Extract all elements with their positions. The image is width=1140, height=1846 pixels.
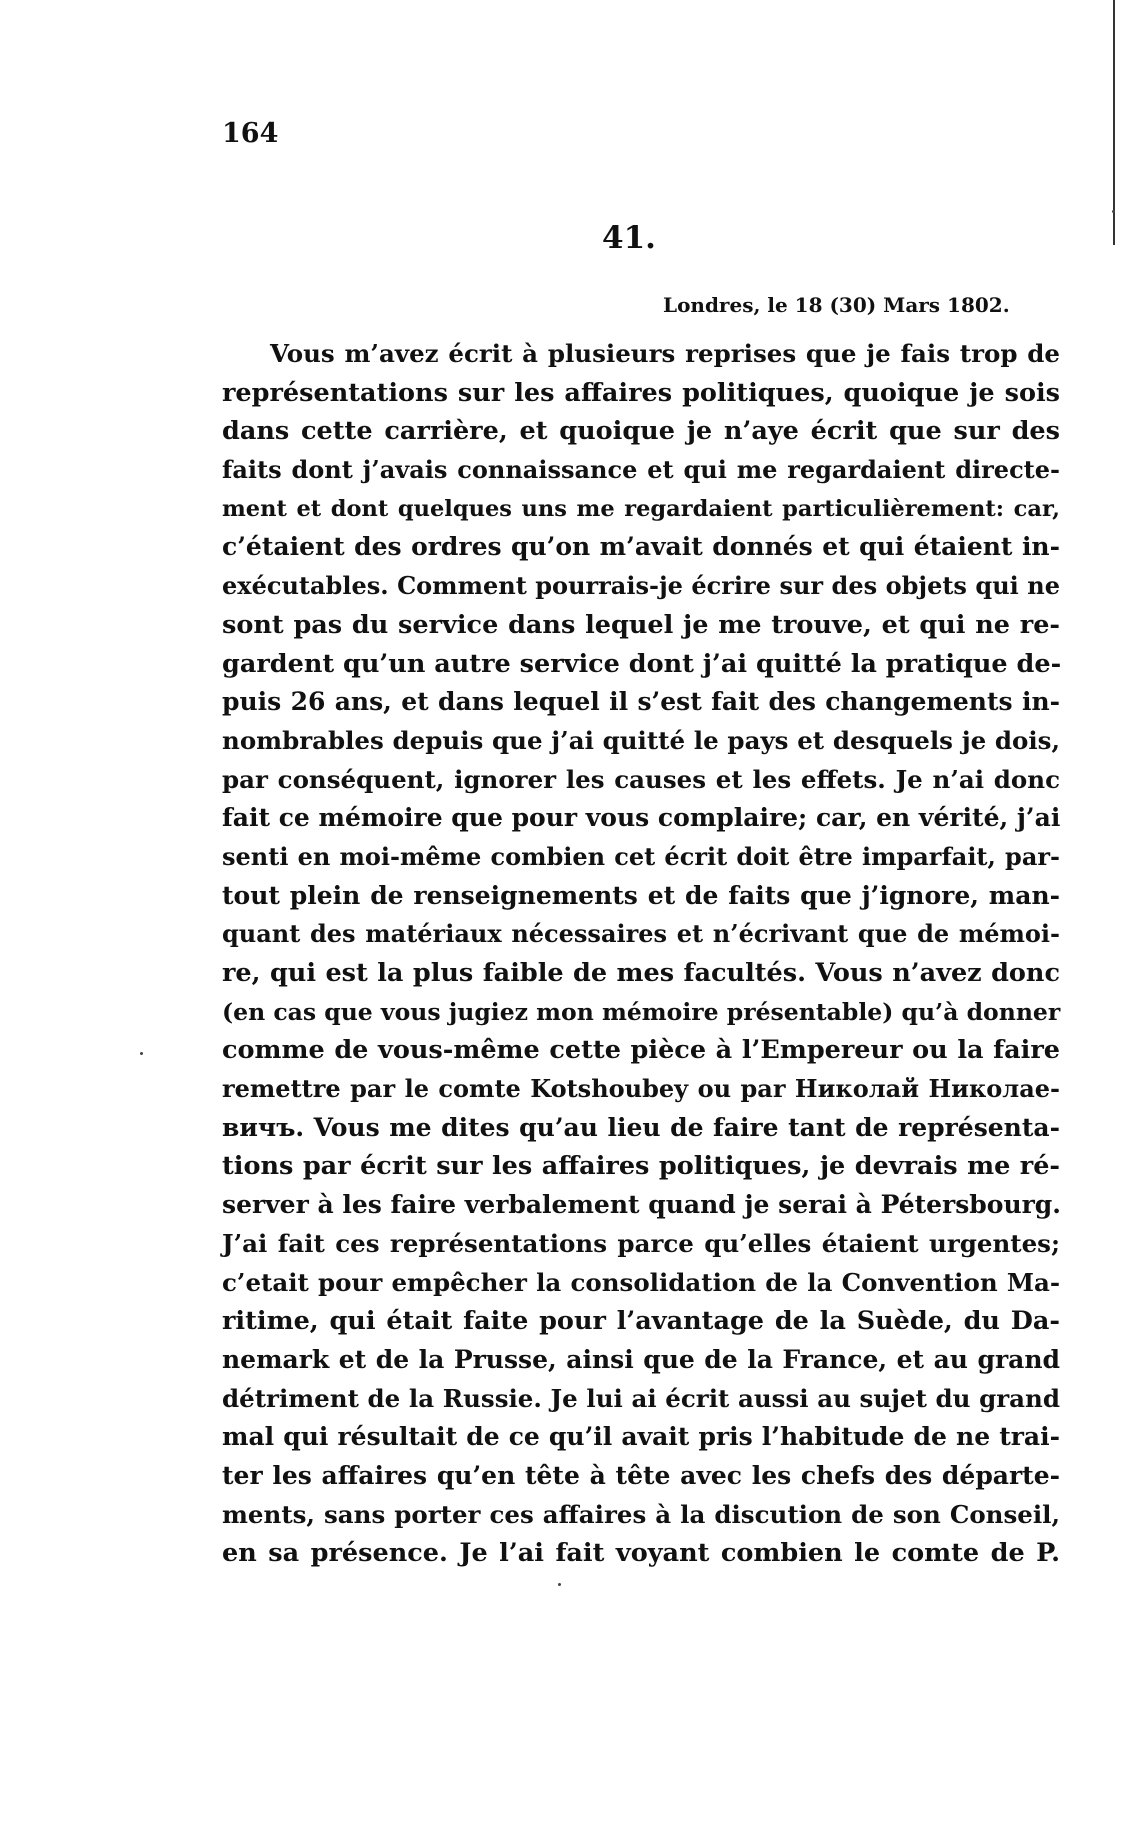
text-line: fait ce mémoire que pour vous complaire; car, en vérité, j’ai — [222, 803, 1061, 833]
text-line: вичъ. Vous me dites qu’au lieu de faire tant de représenta- — [222, 1112, 1060, 1142]
text-line: quant des matériaux nécessaires et n’écrivant que de mémoi- — [222, 919, 1060, 949]
text-line: remettre par le comte Kotshoubey ou par Николай Николае- — [222, 1074, 1060, 1104]
print-speck — [558, 1583, 561, 1586]
text-line: tout plein de renseignements et de faits que j’ignore, man- — [222, 880, 1060, 910]
text-line: tions par écrit sur les affaires politiques, je devrais me ré- — [222, 1151, 1060, 1182]
text-line: J’ai fait ces représentations parce qu’elles étaient urgentes; — [222, 1228, 1060, 1258]
text-line: mal qui résultait de ce qu’il avait pris l’habitude de ne trai- — [222, 1422, 1060, 1452]
text-line: ritime, qui était faite pour l’avantage de la Suède, du Da- — [222, 1306, 1060, 1337]
text-line: ter les affaires qu’en tête à tête avec les chefs des départe- — [222, 1460, 1060, 1490]
text-line: représentations sur les affaires politiques, quoique je sois — [222, 377, 1060, 408]
text-line: comme de vous-même cette pièce à l’Empereur ou la faire — [222, 1035, 1060, 1066]
letter-body — [222, 335, 1060, 1573]
text-line: sont pas du service dans lequel je me trouve, et qui ne re- — [222, 609, 1060, 640]
text-line: gardent qu’un autre service dont j’ai quitté la pratique de- — [222, 648, 1062, 679]
text-line: exécutables. Comment pourrais-je écrire sur des objets qui ne — [222, 571, 1060, 601]
print-speck — [140, 1052, 143, 1055]
text-line: faits dont j’avais connaissance et qui me regardaient directe- — [222, 455, 1060, 485]
letter-number: 41. — [602, 220, 656, 256]
text-line: en sa présence. Je l’ai fait voyant combien le comte de P. — [222, 1538, 1060, 1569]
page-number: 164 — [222, 118, 279, 149]
text-line: Vous m’avez écrit à plusieurs reprises que je fais trop de — [270, 339, 1060, 368]
text-line: c’étaient des ordres qu’on m’avait donnés et qui étaient in- — [222, 532, 1060, 562]
text-line: senti en moi-même combien cet écrit doit être imparfait, par- — [222, 841, 1060, 871]
print-speck — [1112, 210, 1115, 213]
text-line: nemark et de la Prusse, ainsi que de la France, et au grand — [222, 1344, 1060, 1374]
text-line: (en cas que vous jugiez mon mémoire présentable) qu’à donner — [222, 997, 1061, 1026]
text-line: nombrables depuis que j’ai quitté le pays et desquels je dois, — [222, 725, 1060, 755]
text-line: dans cette carrière, et quoique je n’aye écrit que sur des — [222, 416, 1060, 447]
text-line: server à les faire verbalement quand je serai à Pétersbourg. — [222, 1190, 1061, 1220]
text-line: détriment de la Russie. Je lui ai écrit aussi au sujet du grand — [222, 1383, 1060, 1413]
text-line: c’etait pour empêcher la consolidation de la Convention Ma- — [222, 1267, 1060, 1297]
text-line: puis 26 ans, et dans lequel il s’est fait des changements in- — [222, 687, 1060, 717]
letter-dateline: Londres, le 18 (30) Mars 1802. — [663, 293, 1010, 317]
text-line: ment et dont quelques uns me regardaient particulièrement: car, — [222, 495, 1060, 522]
text-line: par conséquent, ignorer les causes et les effets. Je n’ai donc — [222, 764, 1060, 794]
text-line: re, qui est la plus faible de mes facultés. Vous n’avez donc — [222, 958, 1060, 988]
text-line: ments, sans porter ces affaires à la discution de son Conseil, — [222, 1499, 1060, 1529]
page-edge-rule — [1113, 0, 1115, 245]
